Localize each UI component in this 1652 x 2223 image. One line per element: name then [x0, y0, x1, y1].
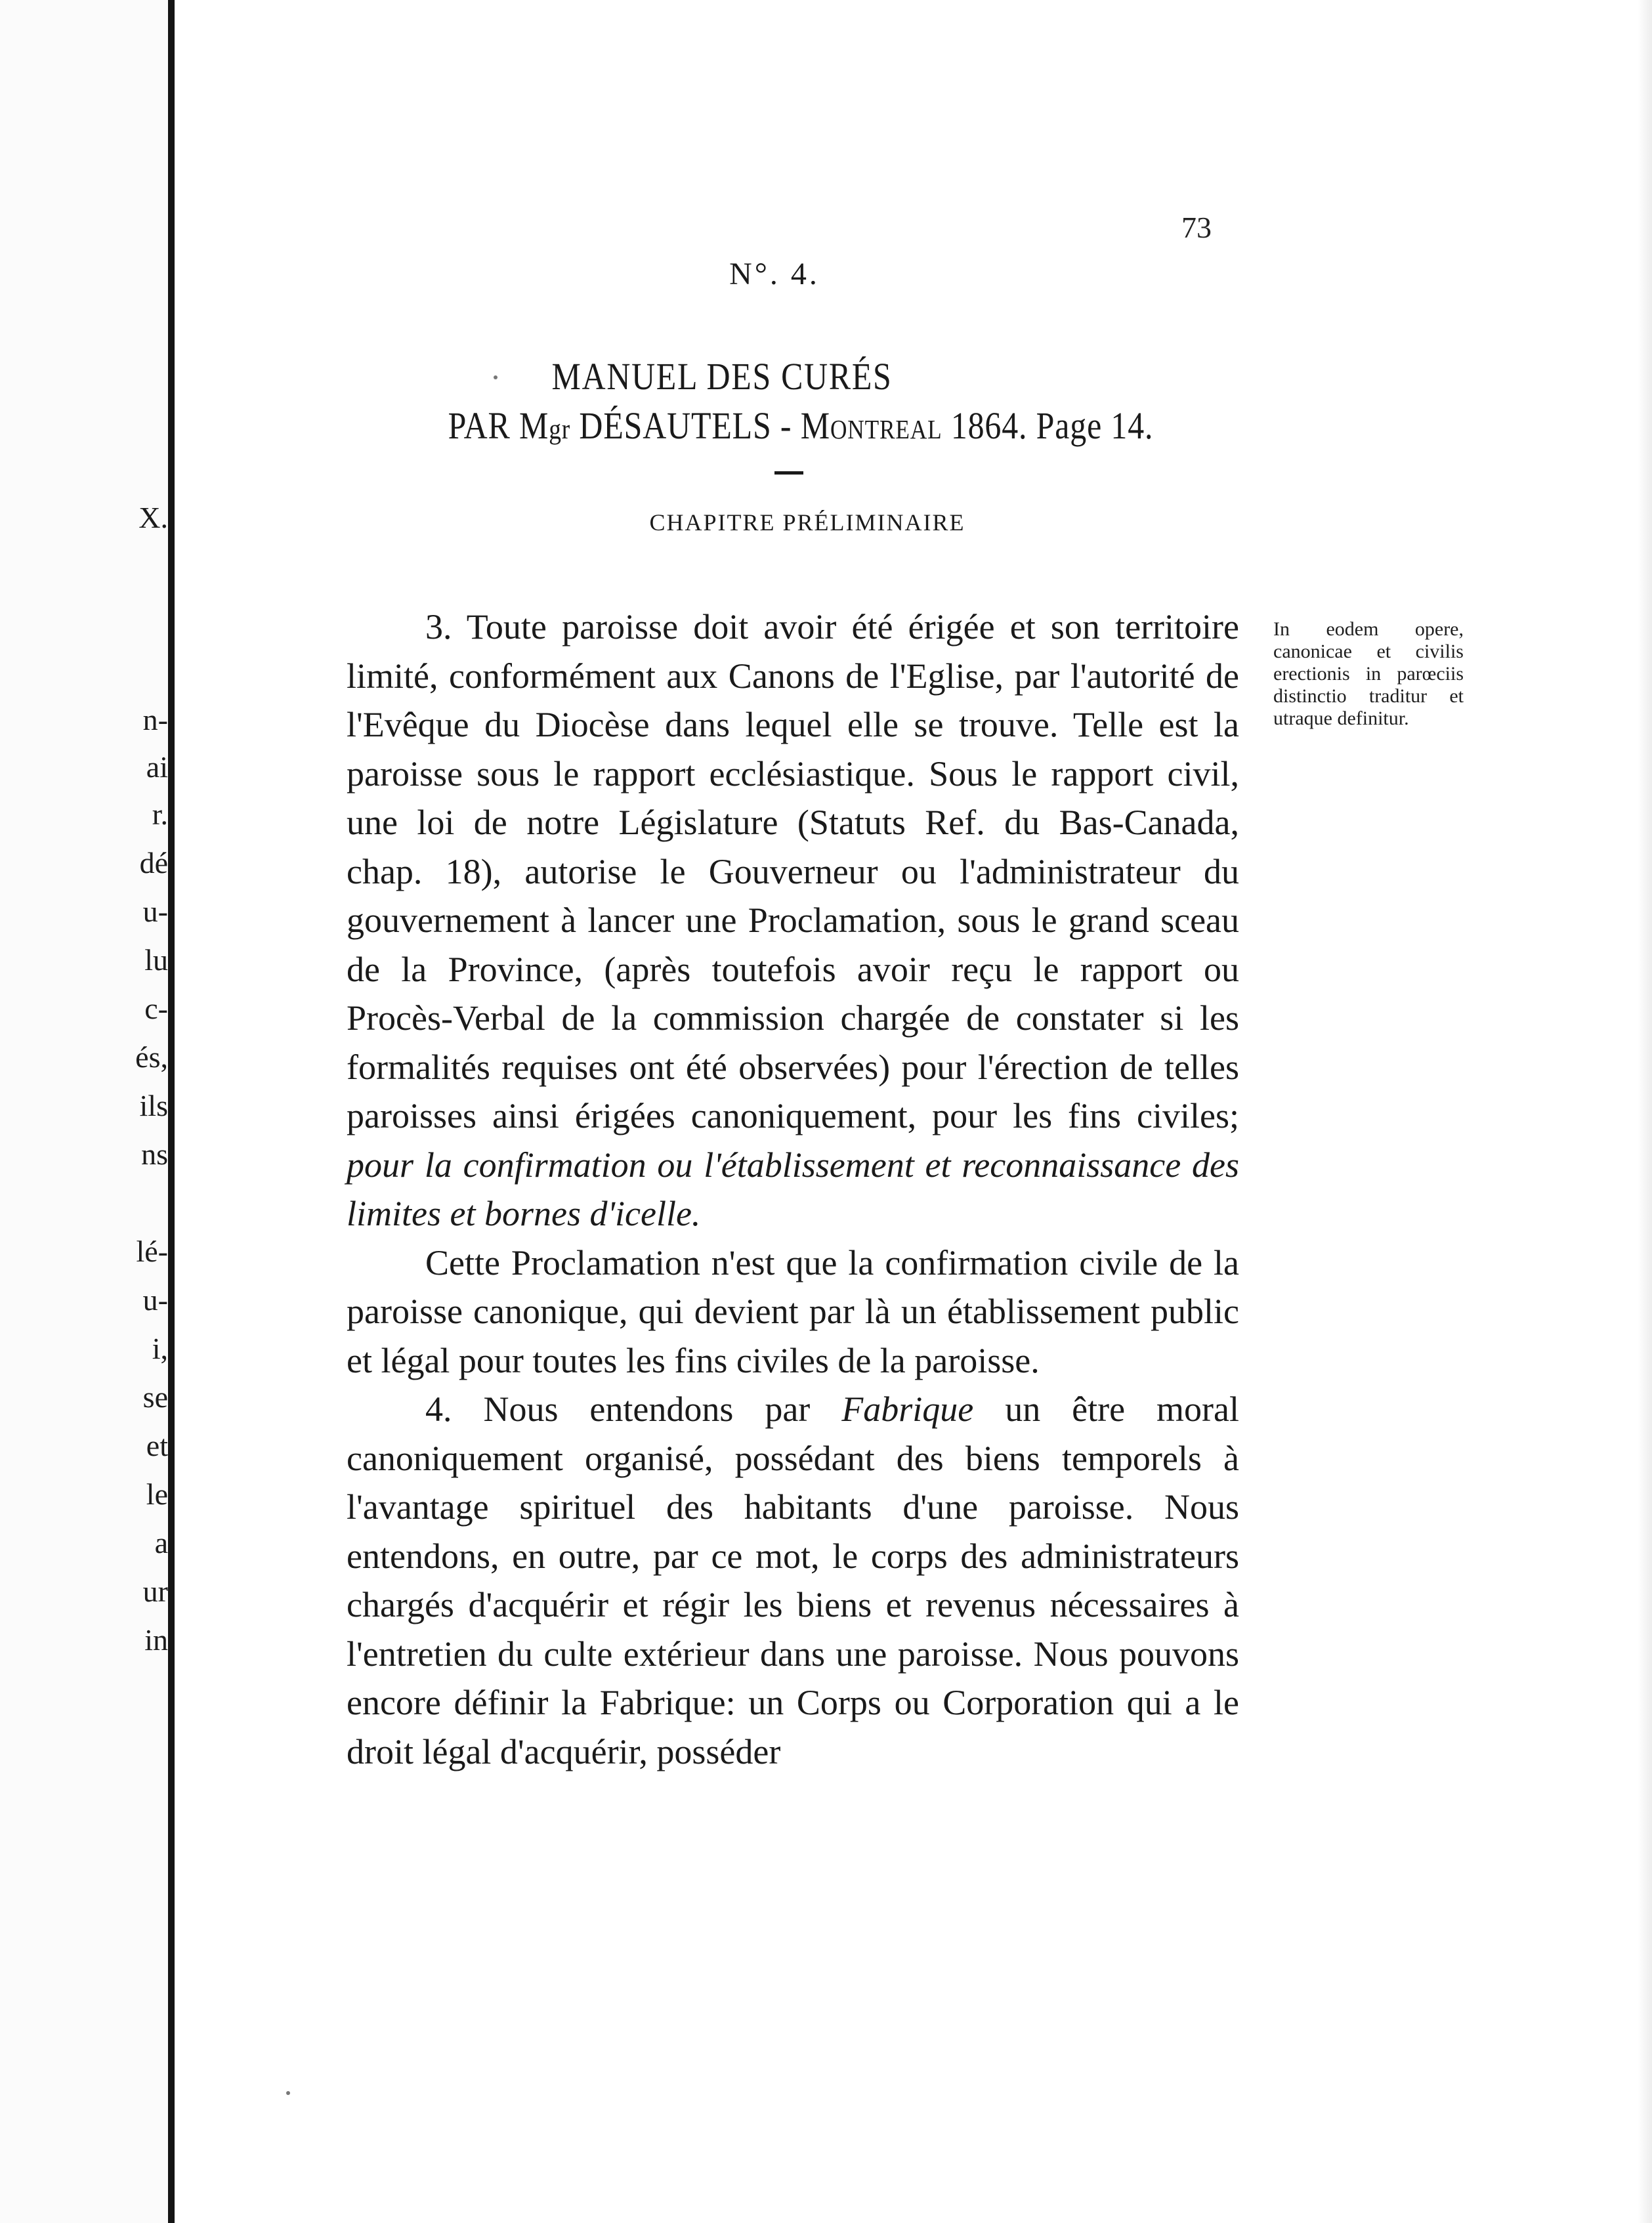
facing-page [0, 0, 168, 2223]
binding-gutter [168, 0, 175, 2223]
paper-speck [286, 2091, 290, 2095]
body-text [347, 603, 1239, 1776]
page-edge-shadow [1638, 0, 1652, 2223]
facing-page-fragment: lu [144, 943, 168, 977]
facing-page-fragment: c- [144, 992, 168, 1025]
facing-page-fragment: lé- [136, 1235, 168, 1268]
facing-page-fragment: r. [152, 797, 168, 831]
book-citation [417, 404, 1185, 448]
paragraph-4 [347, 1385, 1239, 1776]
facing-page-fragment: u- [142, 895, 168, 928]
paragraph-4-start: 4. Nous entendons par [425, 1389, 811, 1429]
margin-note: In eodem opere, canonicae et civilis erectionis in parœciis distinctio traditur et utraque definitur. [1273, 618, 1464, 729]
facing-page-fragment: és, [135, 1040, 168, 1074]
paragraph-3-text: 3. Toute paroisse doit avoir été érigée et son territoire limité, conformément aux Canons de l'Eglise, par l'autorité de l'Evêque du Diocèse dans lequel elle se trouve. Telle est la paroisse sous le rapport ecclésiastique. Sous le rapport civil, une loi de notre Législature (Statuts Ref. du Bas-Canada, chap. 18), autorise le Gouverneur ou l'administrateur du gouvernement à lancer une Proclamation, sous le grand sceau de la Province, (après toutefois avoir reçu le rapport ou Procès-Verbal de la commission chargée de constater si les formalités requises ont été observées) pour l'érection de telles paroisses ainsi érigées canoniquement, pour les fins civiles; [347, 607, 1239, 1135]
paragraph-proclamation: Cette Proclamation n'est que la confirmation civile de la paroisse canonique, qui devient par là un établissement public et légal pour toutes les fins civiles de la paroisse. [347, 1242, 1239, 1380]
paragraph-3-italic: pour la confirmation ou l'établissement et reconnaissance des limites et bornes d'icelle. [347, 1145, 1239, 1233]
title-divider [774, 471, 803, 475]
citation-author-prefix: PAR M [448, 404, 549, 447]
facing-page-fragment: dé [139, 846, 168, 879]
page-number: 73 [1181, 211, 1212, 244]
facing-page-fragment: n- [142, 703, 168, 736]
facing-page-fragment: le [146, 1477, 168, 1511]
citation-city: Montreal [800, 404, 942, 447]
paper-speck [494, 375, 498, 379]
facing-page-fragment: u- [142, 1283, 168, 1317]
facing-page-fragment: a [154, 1526, 168, 1559]
facing-page-fragment: i, [152, 1332, 168, 1365]
facing-page-fragment: ur [142, 1575, 168, 1608]
facing-page-fragment: se [142, 1380, 168, 1414]
paragraph-4-term: Fabrique [841, 1389, 974, 1429]
document-number: N°. 4. [729, 257, 820, 291]
facing-page-fragment: ai [146, 750, 168, 784]
citation-honorific: gr [549, 413, 571, 445]
paragraph-3 [347, 603, 1239, 1239]
paragraph-4-rest: un être moral canoniquement organisé, possédant des biens temporels à l'avantage spirituel des habitants d'une paroisse. Nous entendons, en outre, par ce mot, le corps des administrateurs chargés d'acquérir et régir les biens et revenus nécessaires à l'entretien du culte extérieur dans une paroisse. Nous pouvons encore définir la Fabrique: un Corps ou Corporation qui a le droit légal d'acquérir, posséder [347, 1389, 1240, 1771]
facing-page-fragment: et [146, 1429, 168, 1462]
citation-year-page: 1864. Page 14. [942, 404, 1154, 447]
chapter-heading: CHAPITRE PRÉLIMINAIRE [649, 509, 965, 536]
facing-page-fragment: X. [138, 501, 168, 534]
facing-page-fragment: in [144, 1623, 168, 1657]
citation-author: DÉSAUTELS - [570, 404, 801, 447]
facing-page-fragment: ns [141, 1137, 168, 1171]
book-title: MANUEL DES CURÉS [551, 355, 893, 398]
facing-page-fragment: ils [139, 1089, 168, 1122]
